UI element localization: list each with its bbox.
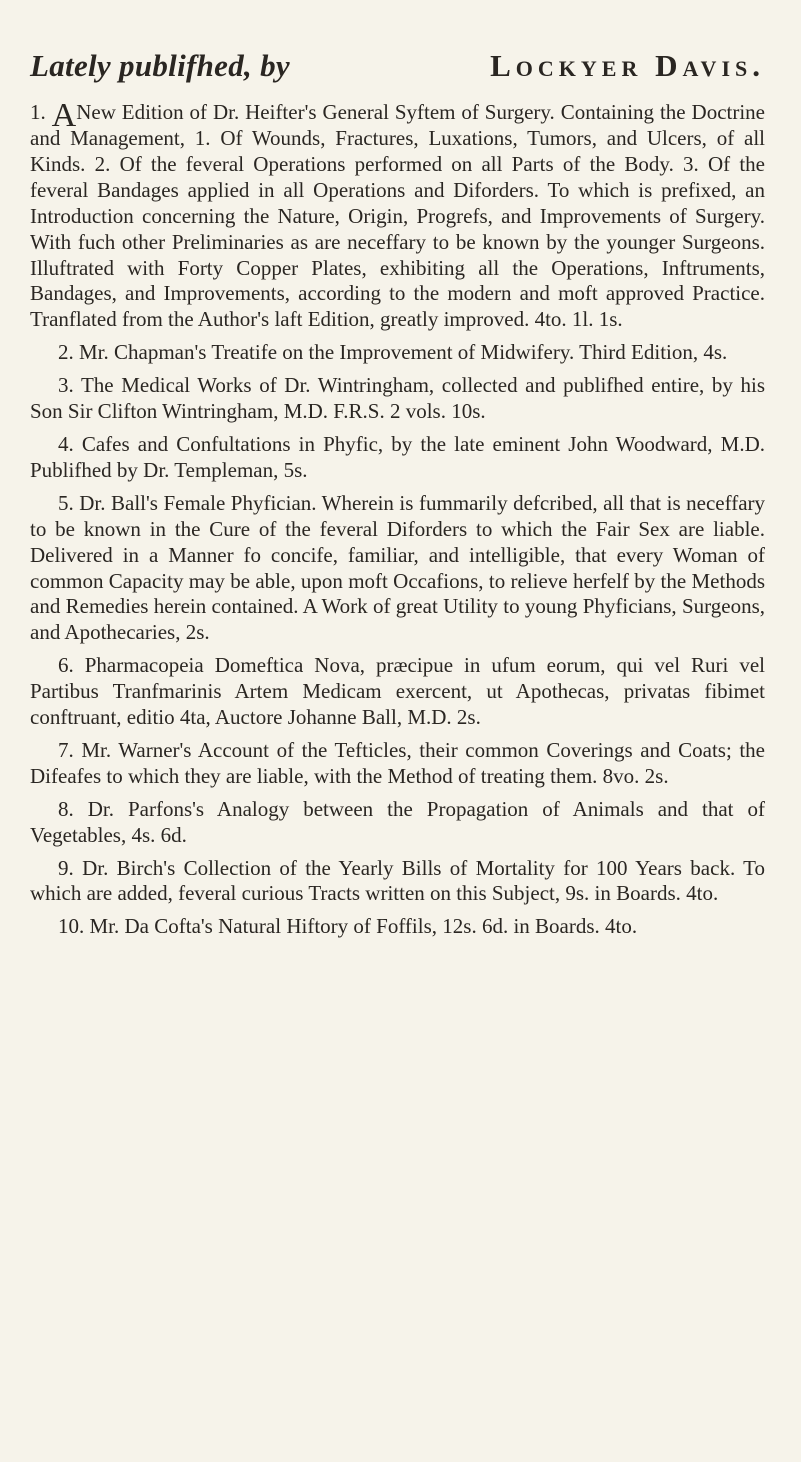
entry-text: Dr. Ball's Female Phyfician. Wherein is fummarily defcribed, all that is neceffary to be known in the Cure of the feveral Diforders to which the Fair Sex are liable. Delivered in a Manner fo concife, familiar, and intelligible, that every Woman of common Capacity may be able, upon moft Occafions, to relieve herfelf by the Methods and Remedies herein contained. A Work of great Utility to young Phyficians, Surgeons, and Apothecaries, 2s.: [30, 490, 766, 645]
entry-text: Cafes and Confultations in Phyfic, by the late eminent John Woodward, M.D. Publifhed by Dr. Templeman, 5s.: [30, 431, 765, 482]
entry-number: 10.: [58, 914, 85, 939]
entry-text: New Edition of Dr. Heifter's General Syftem of Surgery. Containing the Doctrine and Management, 1. Of Wounds, Fractures, Luxations, Tumors, and Ulcers, of all Kinds. 2. Of the feveral Operations performed on all Parts of the Body. 3. Of the feveral Bandages applied in all Operations and Diforders. To which is prefixed, an Introduction concerning the Nature, Origin, Progrefs, and Improvements of Surgery. With fuch other Preliminaries as are neceffary to be known by the younger Surgeons. Illuftrated with Forty Copper Plates, exhibiting all the Operations, Inftruments, Bandages, and Improvements, according to the modern and moft approved Practice. Tranflated from the Author's laft Edition, greatly improved. 4to. 1l. 1s.: [30, 100, 765, 332]
list-item: [30, 432, 765, 484]
list-item: [30, 340, 765, 366]
header-title: Lately publifhed, by: [30, 48, 290, 83]
entry-number: 5.: [58, 490, 74, 515]
entry-number: 1.: [30, 100, 46, 124]
entry-initial: A: [51, 97, 77, 134]
advertisement-header: [30, 50, 765, 81]
entry-number: 8.: [58, 796, 74, 821]
list-item: [30, 373, 765, 425]
entry-text: Dr. Parfons's Analogy between the Propagation of Animals and that of Vegetables, 4s. 6d.: [30, 796, 765, 847]
publisher-name: Lockyer Davis.: [490, 48, 765, 83]
entry-number: 3.: [58, 373, 74, 398]
entry-text: Pharmacopeia Domeftica Nova, præcipue in ufum eorum, qui vel Ruri vel Partibus Tranfmarinis Artem Medicam exercent, ut Apothecas, privatas fibimet conftruant, editio 4ta, Auctore Johanne Ball, M.D. 2s.: [30, 653, 766, 730]
book-list: [30, 97, 766, 947]
entry-number: 2.: [58, 340, 74, 365]
list-item: [30, 653, 765, 731]
entry-text: Mr. Chapman's Treatife on the Improvement of Midwifery. Third Edition, 4s.: [79, 340, 728, 365]
entry-text: Dr. Birch's Collection of the Yearly Bills of Mortality for 100 Years back. To which are added, feveral curious Tracts written on this Subject, 9s. in Boards. 4to.: [30, 855, 766, 906]
list-item: [30, 797, 765, 849]
entry-number: 7.: [58, 737, 74, 762]
list-item: [30, 491, 765, 646]
list-item: [30, 738, 765, 790]
list-item: [30, 97, 765, 333]
entry-text: Mr. Da Cofta's Natural Hiftory of Foffils, 12s. 6d. in Boards. 4to.: [89, 914, 638, 939]
list-item: [30, 914, 765, 940]
list-item: [30, 856, 765, 908]
entry-number: 9.: [58, 855, 74, 880]
entry-text: The Medical Works of Dr. Wintringham, collected and publifhed entire, by his Son Sir Clifton Wintringham, M.D. F.R.S. 2 vols. 10s.: [30, 373, 765, 424]
entry-number: 4.: [58, 431, 74, 456]
entry-number: 6.: [58, 653, 74, 678]
entry-text: Mr. Warner's Account of the Tefticles, their common Coverings and Coats; the Difeafes to which they are liable, with the Method of treating them. 8vo. 2s.: [30, 737, 765, 788]
